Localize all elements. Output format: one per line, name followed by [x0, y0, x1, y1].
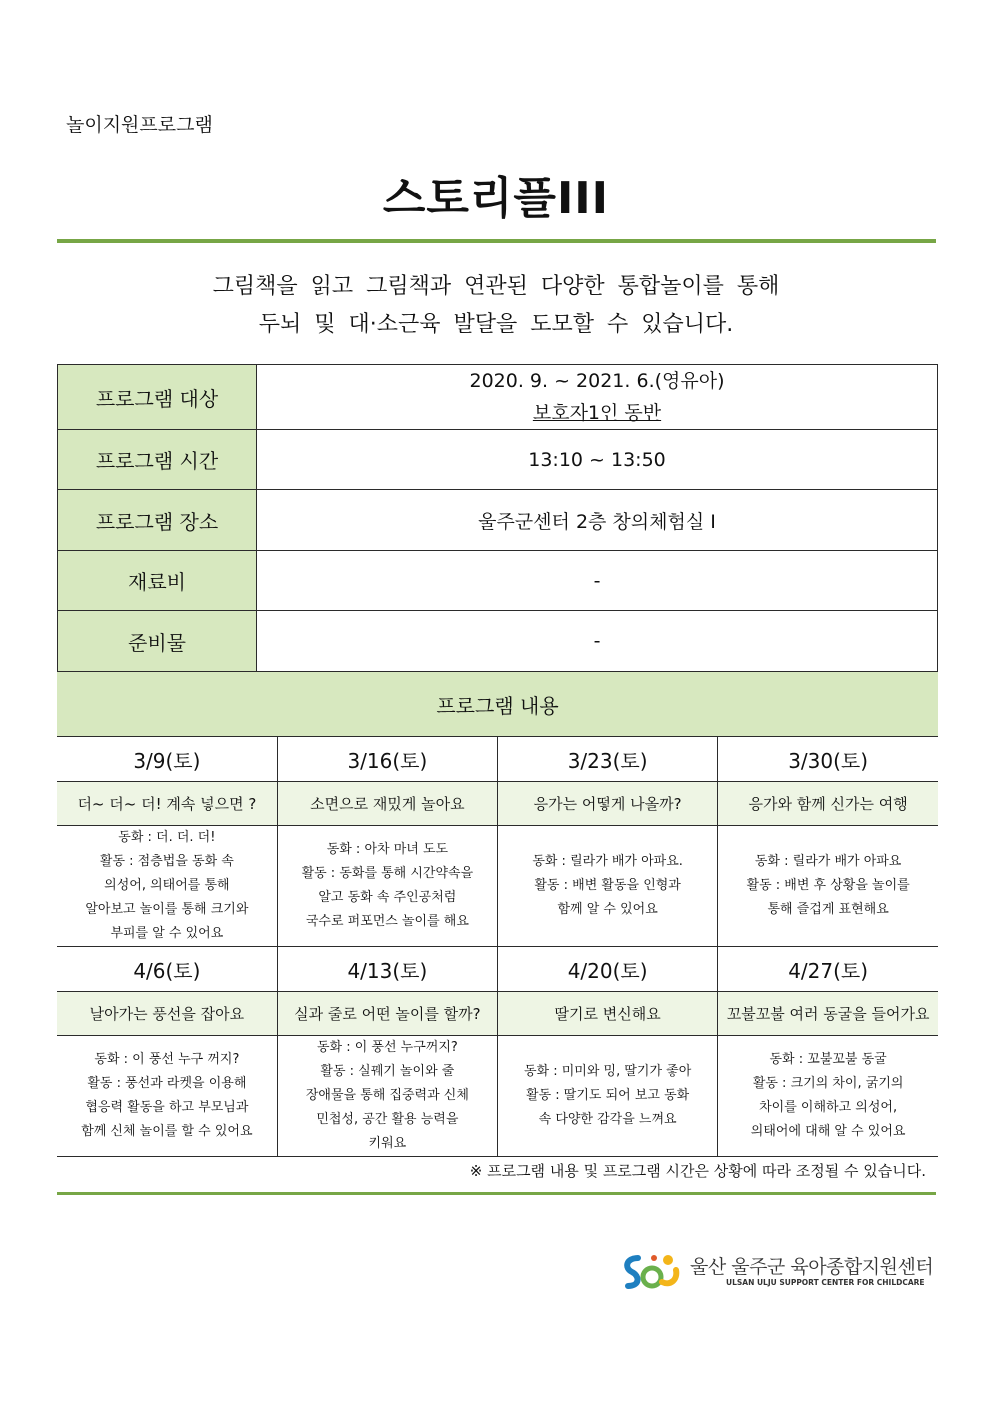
place-value: 울주군센터 2층 창의체험실 I [257, 490, 938, 551]
description-line: 동화 : 더. 더. 더! [118, 830, 216, 845]
target-value [257, 365, 938, 430]
description-line: 활동 : 점층법을 동화 속 [99, 854, 234, 869]
program-content-heading: 프로그램 내용 [57, 672, 938, 737]
center-logo-english: ULSAN ULJU SUPPORT CENTER FOR CHILDCARE [726, 1278, 925, 1287]
session-topic: 딸기로 변신해요 [498, 992, 718, 1036]
description-line: 활동 : 크기의 차이, 굵기의 [752, 1076, 904, 1091]
description-line: 동화 : 이 풍선 누구 꺼지? [94, 1052, 240, 1067]
session-description [498, 1036, 718, 1157]
program-content-table [57, 671, 938, 1157]
description-line: 함께 알 수 있어요 [557, 902, 658, 917]
info-row-time [58, 430, 938, 490]
schedule-notice: ※ 프로그램 내용 및 프로그램 시간은 상황에 따라 조정될 수 있습니다. [469, 1162, 926, 1180]
time-value: 13:10 ~ 13:50 [257, 430, 938, 490]
description-line: 민첩성, 공간 활용 능력을 [316, 1112, 459, 1127]
topic-row-2 [57, 992, 938, 1036]
description-line: 활동 : 풍선과 라켓을 이용해 [87, 1076, 247, 1091]
description-line: 부피를 알 수 있어요 [110, 926, 224, 941]
description-line: 활동 : 배변 후 상황을 놀이를 [746, 878, 910, 893]
topic-row-1 [57, 782, 938, 826]
description-line: 알아보고 놀이를 통해 크기와 [85, 902, 249, 917]
date-row-1 [57, 737, 938, 782]
footer-divider [57, 1192, 936, 1195]
session-date: 3/9(토) [57, 737, 277, 782]
intro-line-2: 두뇌 및 대·소근육 발달을 도모할 수 있습니다. [258, 312, 734, 337]
description-line: 키워요 [368, 1136, 407, 1151]
supplies-value: - [257, 611, 938, 672]
session-topic: 날아가는 풍선을 잡아요 [57, 992, 277, 1036]
session-topic: 실과 줄로 어떤 놀이를 할까? [277, 992, 497, 1036]
description-line: 속 다양한 감각을 느껴요 [538, 1112, 677, 1127]
program-info-table [57, 364, 938, 672]
description-row-1 [57, 826, 938, 947]
session-topic: 응가는 어떻게 나올까? [498, 782, 718, 826]
target-period: 2020. 9. ~ 2021. 6.(영유아) [469, 370, 725, 392]
info-row-target [58, 365, 938, 430]
session-date: 4/20(토) [498, 947, 718, 992]
session-date: 4/27(토) [718, 947, 938, 992]
session-description [718, 1036, 938, 1157]
session-description [57, 1036, 277, 1157]
session-topic: 소면으로 재밌게 놀아요 [277, 782, 497, 826]
program-content-header [57, 672, 938, 737]
info-row-supplies [58, 611, 938, 672]
description-line: 장애물을 통해 집중력과 신체 [305, 1088, 469, 1103]
session-description [498, 826, 718, 947]
page-title: 스토리플III [382, 173, 610, 224]
description-line: 통해 즐겁게 표현해요 [767, 902, 889, 917]
session-date: 3/23(토) [498, 737, 718, 782]
info-row-place [58, 490, 938, 551]
session-description [718, 826, 938, 947]
session-date: 4/13(토) [277, 947, 497, 992]
description-line: 차이를 이해하고 의성어, [759, 1100, 898, 1115]
description-line: 활동 : 배변 활동을 인형과 [534, 878, 681, 893]
info-row-fee [58, 551, 938, 611]
description-line: 동화 : 아차 마녀 도도 [326, 842, 449, 857]
description-line: 동화 : 이 풍선 누구꺼지? [316, 1040, 458, 1055]
description-line: 알고 동화 속 주인공처럼 [318, 890, 457, 905]
session-date: 3/16(토) [277, 737, 497, 782]
description-line: 활동 : 동화를 통해 시간약속을 [301, 866, 474, 881]
session-date: 4/6(토) [57, 947, 277, 992]
title-divider [57, 239, 936, 243]
date-row-2 [57, 947, 938, 992]
description-line: 동화 : 릴라가 배가 아파요 [754, 854, 902, 869]
description-line: 동화 : 릴라가 배가 아파요. [532, 854, 683, 869]
session-topic: 더~ 더~ 더! 계속 넣으면 ? [57, 782, 277, 826]
description-line: 동화 : 미미와 밍, 딸기가 좋아 [523, 1064, 692, 1079]
description-line: 국수로 퍼포먼스 놀이를 해요 [305, 914, 469, 929]
description-line: 활동 : 실꿰기 놀이와 줄 [320, 1064, 455, 1079]
center-logo [620, 1250, 934, 1294]
description-row-2 [57, 1036, 938, 1157]
fee-value: - [257, 551, 938, 611]
session-topic: 응가와 함께 신가는 여행 [718, 782, 938, 826]
session-description [57, 826, 277, 947]
center-logo-name: 울산 울주군 육아종합지원센터 [690, 1256, 934, 1278]
intro-line-1: 그림책을 읽고 그림책과 연관된 다양한 통합놀이를 통해 [212, 274, 780, 299]
fee-label: 재료비 [58, 551, 257, 611]
description-line: 함께 신체 놀이를 할 수 있어요 [81, 1124, 253, 1139]
description-line: 의태어에 대해 알 수 있어요 [750, 1124, 906, 1139]
session-date: 3/30(토) [718, 737, 938, 782]
description-line: 협응력 활동을 하고 부모님과 [85, 1100, 249, 1115]
place-label: 프로그램 장소 [58, 490, 257, 551]
description-line: 의성어, 의태어를 통해 [104, 878, 230, 893]
center-logo-icon [620, 1252, 684, 1292]
description-line: 활동 : 딸기도 되어 보고 동화 [526, 1088, 690, 1103]
session-description [277, 1036, 497, 1157]
program-category: 놀이지원프로그램 [66, 114, 213, 136]
session-topic: 꼬불꼬불 여러 동굴을 들어가요 [718, 992, 938, 1036]
session-description [277, 826, 497, 947]
target-label: 프로그램 대상 [58, 365, 257, 430]
target-guardian: 보호자1인 동반 [532, 402, 662, 424]
intro-text [0, 268, 992, 344]
description-line: 동화 : 꼬불꼬불 동굴 [769, 1052, 887, 1067]
supplies-label: 준비물 [58, 611, 257, 672]
time-label: 프로그램 시간 [58, 430, 257, 490]
